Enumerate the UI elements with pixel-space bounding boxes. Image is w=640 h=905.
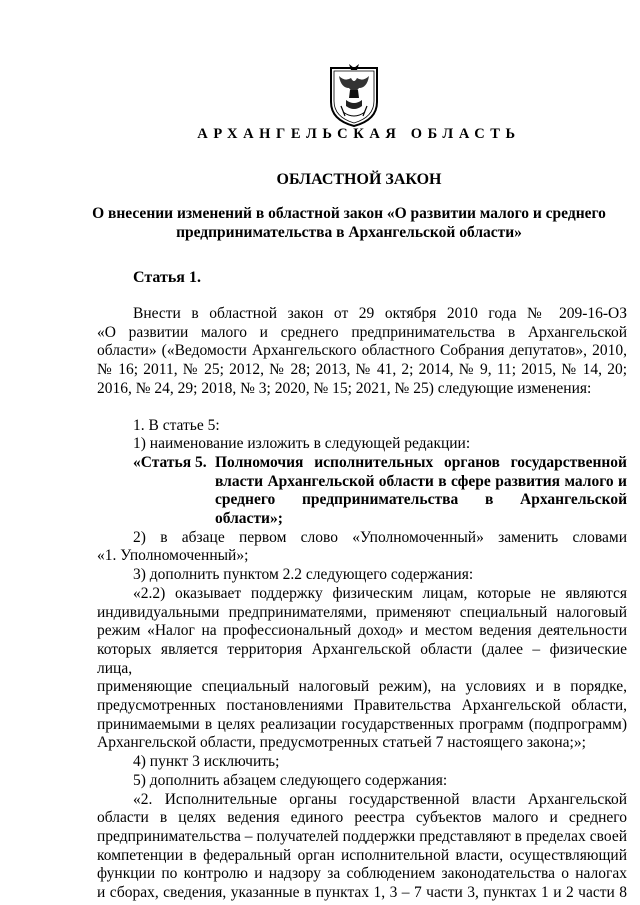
paragraph-2-2-line: Архангельской области, предусмотренных статьей 7 настоящего закона;»; [97,734,586,752]
paragraph-2-2-line: применяющие специальный налоговый режим), на условиях и в порядке, [97,678,627,696]
paragraph-2-2-line: которых является территория Архангельской области (далее – физические лица, [97,640,627,677]
subitem-4: 4) пункт 3 исключить; [133,753,280,771]
item-1: 1. В статье 5: [133,416,220,434]
subitem-2-line: 2) в абзаце первом слово «Уполномоченный» заменить словами [133,528,627,546]
coat-of-arms-emblem [329,62,379,128]
intro-line: области» («Ведомости Архангельского областного Собрания депутатов», 2010, [97,342,627,360]
paragraph-2-2-line: принимаемыми в целях реализации государственных программ (подпрограмм) [97,715,627,733]
intro-line: «О развитии малого и среднего предпринимательства в Архангельской [97,323,627,341]
intro-line: № 16; 2011, № 25; 2012, № 28; 2013, № 41, 2; 2014, № 9, 11; 2015, № 14, 20; [97,361,627,379]
paragraph-2-2-line: индивидуальными предпринимателями, применяют специальный налоговый [97,603,627,621]
paragraph-2-2-line: «2.2) оказывает поддержку физическим лицам, которые не являются [133,584,627,602]
subitem-2-line: «1. Уполномоченный»; [97,547,249,565]
intro-line: 2016, № 24, 29; 2018, № 3; 2020, № 15; 2021, № 25) следующие изменения: [97,379,592,397]
law-title [86,204,612,242]
subitem-3: 3) дополнить пунктом 2.2 следующего содержания: [133,566,474,584]
paragraph-2-2-line: режим «Налог на профессиональный доход» и местом ведения деятельности [97,622,627,640]
paragraph-2-line: компетенции в федеральный орган исполнительной власти, осуществляющий [97,846,627,864]
paragraph-2-line: области в целях ведения единого реестра субъектов малого и среднего [97,809,627,827]
paragraph-2-line: функции по контролю и надзору за соблюдением законодательства о налогах [97,865,627,883]
law-title-line: О внесении изменений в областной закон «О развитии малого и среднего [92,205,606,222]
region-name: АРХАНГЕЛЬСКАЯ ОБЛАСТЬ [197,126,521,142]
paragraph-2-line: предпринимательства – получателей поддержки представляют в пределах своей [97,827,627,845]
intro-line: Внести в областной закон от 29 октября 2010 года № 209-16-ОЗ [133,305,627,322]
paragraph-2-2-line: предусмотренных постановлениями Правительства Архангельской области, [97,697,627,715]
subitem-5: 5) дополнить абзацем следующего содержания: [133,771,448,789]
article-body [97,305,627,903]
subitem-1: 1) наименование изложить в следующей редакции: [133,435,471,453]
article-5-new-heading [133,454,627,529]
article-heading: Статья 1. [133,269,201,286]
law-title-line: предпринимательства в Архангельской области» [176,224,522,241]
article-5-label: «Статья 5. [133,453,207,471]
paragraph-2-line: и сборах, сведения, указанные в пунктах 1, 3 – 7 части 3, пунктах 1 и 2 части 8 [97,884,627,902]
paragraph-2-line: «2. Исполнительные органы государственной власти Архангельской [133,790,627,808]
article-5-text: Полномочия исполнительных органов государственной власти Архангельской области в сфере развития малого и среднего предпринимательства в Архангельской области»; [215,453,627,528]
law-type: ОБЛАСТНОЙ ЗАКОН [276,171,442,188]
